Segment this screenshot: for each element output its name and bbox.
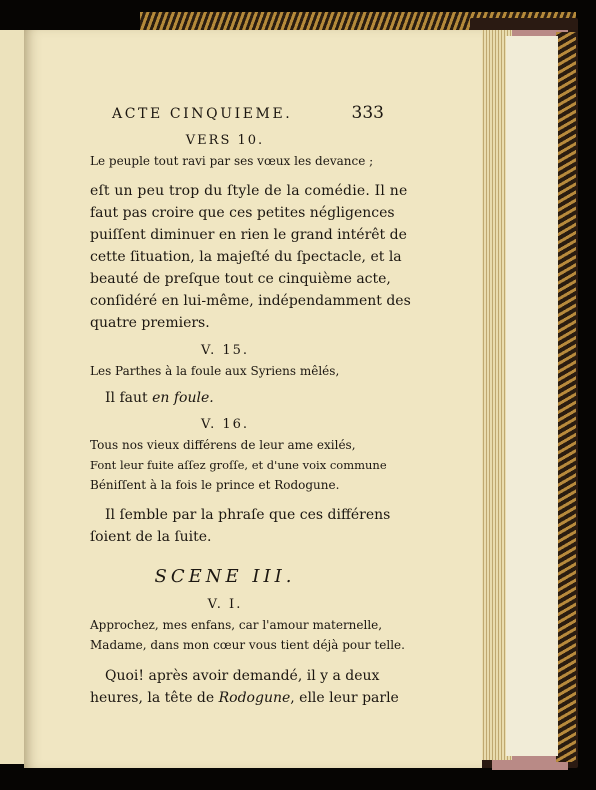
verse-line: Approchez, mes enfans, car l'amour maternelle, xyxy=(90,618,383,632)
prose-line: Quoi! après avoir demandé, il y a deux xyxy=(105,668,380,684)
running-header xyxy=(112,103,384,123)
prose-line: ſoient de la ſuite. xyxy=(90,529,212,545)
prose-line: eſt un peu trop du ſtyle de la comédie. Il ne xyxy=(90,183,408,199)
cover-gilt-stripe xyxy=(556,32,576,762)
verse-heading: V. 15. xyxy=(200,343,250,358)
page-number: 333 xyxy=(351,103,384,123)
prose-text: heures, la tête de xyxy=(90,690,219,706)
prose-line: cette ſituation, la majeſté du ſpectacle, et la xyxy=(90,249,402,265)
italic-text: Rodogune xyxy=(218,690,291,706)
verse-line: Les Parthes à la foule aux Syriens mêlés, xyxy=(90,364,340,378)
prose-line: Il ſemble par la phraſe que ces différens xyxy=(105,507,391,523)
left-page-edge xyxy=(0,30,27,764)
verse-line: Le peuple tout ravi par ses vœux les devance ; xyxy=(90,154,374,168)
verse-line: Font leur fuite aſſez groſſe, et d'une voix commune xyxy=(90,458,387,472)
verse-heading: V. I. xyxy=(207,597,243,612)
running-title: ACTE CINQUIEME. xyxy=(112,106,293,122)
verse-heading: VERS 10. xyxy=(185,133,265,148)
endpaper xyxy=(506,36,558,756)
verse-heading: V. 16. xyxy=(200,417,250,432)
prose-line: puiſſent diminuer en rien le grand intérêt de xyxy=(90,227,407,243)
prose-text: Il faut xyxy=(105,390,153,406)
verse-line: Madame, dans mon cœur vous tient déjà pour telle. xyxy=(90,638,405,652)
scene-heading: SCENE III. xyxy=(154,566,296,587)
page-text xyxy=(90,132,411,709)
italic-text: en foule. xyxy=(152,390,214,406)
prose-line: quatre premiers. xyxy=(90,315,210,331)
prose-text: , elle leur parle xyxy=(290,690,399,706)
prose-line: faut pas croire que ces petites négligences xyxy=(90,205,395,221)
prose-line: beauté de preſque tout ce cinquième acte, xyxy=(90,271,391,287)
prose-line xyxy=(90,387,360,409)
verse-line: Tous nos vieux différens de leur ame exilés, xyxy=(90,438,356,452)
verse-line: Béniſſent à la fois le prince et Rodogune. xyxy=(90,478,340,492)
prose-line xyxy=(90,687,399,709)
prose-line: conſidéré en lui-même, indépendamment des xyxy=(90,293,411,309)
